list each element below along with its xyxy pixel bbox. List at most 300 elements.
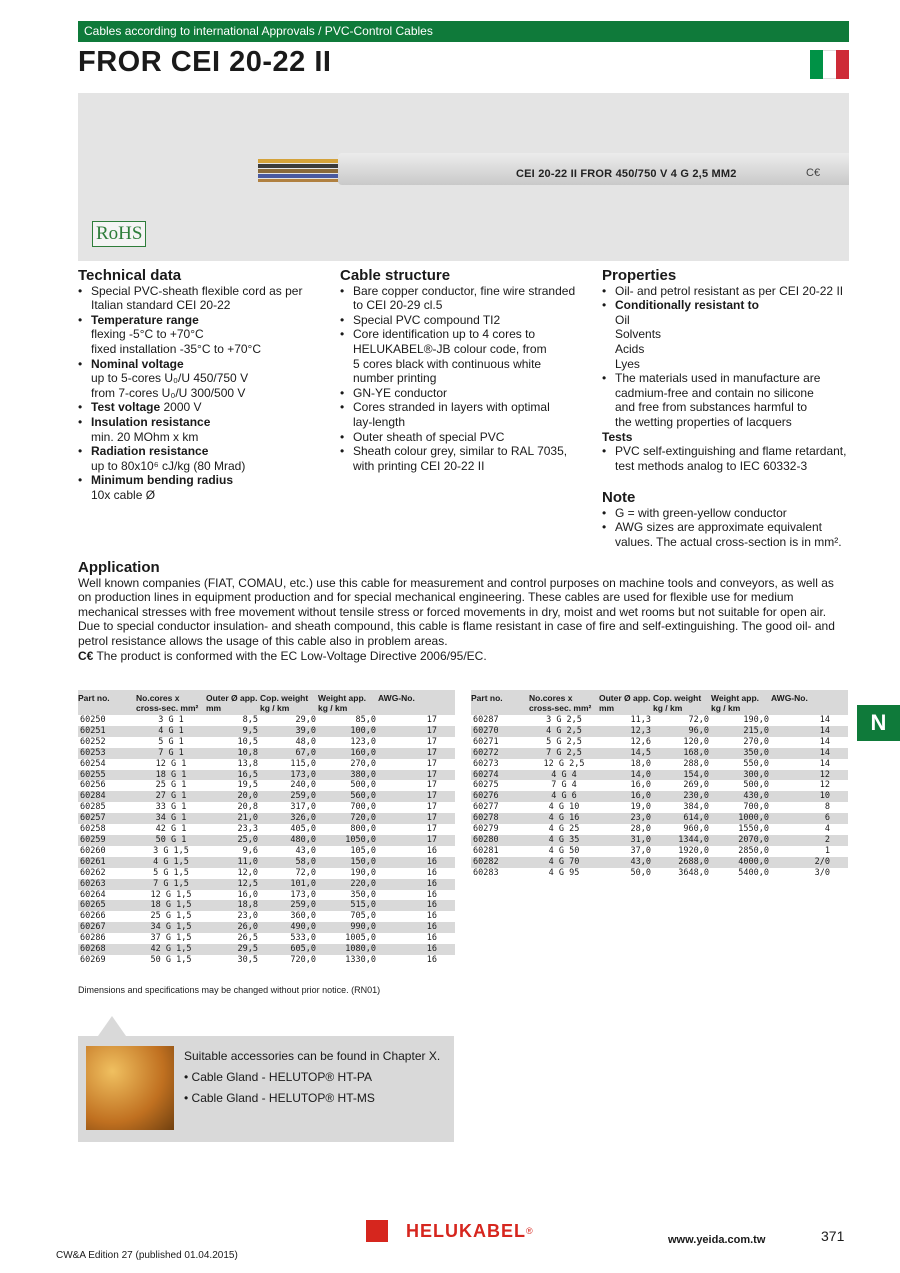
cell-part-no: 60250 — [80, 715, 106, 725]
nominal-voltage: • Nominal voltage up to 5-cores U₀/U 450/750 V from 7-cores U₀/U 300/500 V — [78, 357, 328, 401]
footer-url[interactable]: www.yeida.com.tw — [668, 1234, 766, 1246]
table-row — [471, 846, 848, 857]
cell-outer: 23,0 — [237, 911, 258, 922]
cond-item: Lyes — [615, 356, 640, 371]
cell-awg: 14 — [819, 736, 830, 747]
cell-awg: 17 — [426, 715, 437, 725]
header-awg: AWG-No. — [378, 693, 415, 703]
cell-awg: 16 — [426, 954, 437, 965]
cell-part-no: 60252 — [80, 736, 106, 747]
cell-weight: 430,0 — [743, 791, 769, 802]
cell-weight: 160,0 — [350, 747, 376, 758]
cell-weight: 380,0 — [350, 769, 376, 780]
cell-part-no: 60259 — [80, 834, 106, 845]
cell-cop-weight: 317,0 — [290, 802, 316, 813]
ce-mark-icon: C€ — [806, 167, 821, 179]
cell-cores: 18 G 1,5 — [150, 900, 192, 911]
cell-cop-weight: 154,0 — [683, 769, 709, 780]
cell-cop-weight: 3648,0 — [678, 867, 709, 878]
cell-awg: 3/0 — [814, 867, 830, 878]
brand-name: HELUKABEL — [406, 1220, 526, 1241]
cell-weight: 700,0 — [350, 802, 376, 813]
cell-outer: 18,0 — [630, 758, 651, 769]
cell-awg: 2/0 — [814, 856, 830, 867]
cell-outer: 14,5 — [630, 747, 651, 758]
application-section — [78, 561, 850, 663]
table-row — [471, 857, 848, 868]
cell-awg: 17 — [426, 824, 437, 835]
structure-item: • Bare copper conductor, fine wire stranded to CEI 20-29 cl.5 — [340, 284, 580, 313]
table-row — [471, 813, 848, 824]
cell-part-no: 60260 — [80, 845, 106, 856]
technical-intro: • Special PVC-sheath flexible cord as per Italian standard CEI 20-22 — [78, 284, 328, 313]
cell-outer: 20,0 — [237, 791, 258, 802]
table-header-row — [78, 690, 455, 715]
cell-cores: 7 G 1 — [158, 747, 184, 758]
table-row — [78, 868, 455, 879]
cell-cores: 4 G 2,5 — [546, 725, 582, 736]
cell-outer: 19,5 — [237, 780, 258, 791]
structure-item: • GN-YE conductor — [340, 386, 580, 401]
technical-data-section — [78, 269, 328, 503]
cell-outer: 14,0 — [630, 769, 651, 780]
structure-item: • Core identification up to 4 cores to HELUKABEL®-JB colour code, from 5 cores black with continuous white number printing — [340, 327, 553, 385]
cell-cop-weight: 48,0 — [295, 736, 316, 747]
cell-outer: 23,0 — [630, 813, 651, 824]
cell-outer: 10,8 — [237, 747, 258, 758]
cell-awg: 16 — [426, 867, 437, 878]
accessories-intro: Suitable accessories can be found in Chapter X. — [184, 1049, 441, 1063]
cell-cop-weight: 614,0 — [683, 813, 709, 824]
header-part-no: Part no. — [471, 693, 503, 703]
cell-cores: 37 G 1,5 — [150, 933, 192, 944]
structure-item: • Special PVC compound TI2 — [340, 313, 580, 328]
cell-weight: 215,0 — [743, 725, 769, 736]
cell-cores: 7 G 2,5 — [546, 747, 582, 758]
table-row — [78, 911, 455, 922]
table-row — [78, 715, 455, 726]
cell-awg: 16 — [426, 856, 437, 867]
application-text: Well known companies (FIAT, COMAU, etc.) use this cable for measurement and control purposes on machine tools and conveyors, as well as on production lines in equipment production and for special mechanical engineering. These cables are used for flexible use for medium mechanical stresses with free movement without tensile stress or forced movements in dry, moist and wet rooms but not suitable for open air. Due to special conductor insulation- and sheath compound, this cable is flame resistant in case of fire and self-extinguishing. The good oil- and petrol resistance allows the usage of this cable also in problem areas. — [78, 575, 835, 648]
cell-part-no: 60286 — [80, 933, 106, 944]
cell-outer: 16,0 — [630, 791, 651, 802]
cell-awg: 17 — [426, 780, 437, 791]
accessory-link[interactable]: • Cable Gland - HELUTOP® HT-PA — [184, 1070, 372, 1084]
table-row — [471, 748, 848, 759]
cell-part-no: 60262 — [80, 867, 106, 878]
table-row — [78, 737, 455, 748]
header-outer: Outer Ø app. mm — [599, 693, 651, 713]
cell-awg: 16 — [426, 878, 437, 889]
cell-awg: 17 — [426, 802, 437, 813]
cell-awg: 16 — [426, 944, 437, 955]
table-header-row — [471, 690, 848, 715]
cell-cop-weight: 288,0 — [683, 758, 709, 769]
cell-weight: 1005,0 — [345, 933, 376, 944]
cell-part-no: 60287 — [473, 715, 499, 725]
header-cores: No.cores x cross-sec. mm² — [529, 693, 592, 713]
cell-cores: 3 G 2,5 — [546, 715, 582, 725]
cell-part-no: 60261 — [80, 856, 106, 867]
cell-weight: 105,0 — [350, 845, 376, 856]
cell-part-no: 60285 — [80, 802, 106, 813]
table-row — [471, 726, 848, 737]
cell-outer: 12,6 — [630, 736, 651, 747]
cell-weight: 2850,0 — [738, 845, 769, 856]
structure-item: • Sheath colour grey, similar to RAL 7035, with printing CEI 20-22 II — [340, 444, 580, 473]
cell-outer: 16,0 — [237, 889, 258, 900]
cell-cores: 25 G 1,5 — [150, 911, 192, 922]
cell-awg: 17 — [426, 758, 437, 769]
table-row — [78, 824, 455, 835]
cell-cop-weight: 120,0 — [683, 736, 709, 747]
cell-weight: 515,0 — [350, 900, 376, 911]
table-row — [78, 846, 455, 857]
cell-outer: 31,0 — [630, 834, 651, 845]
header-cores: No.cores x cross-sec. mm² — [136, 693, 199, 713]
table-row — [471, 802, 848, 813]
cell-awg: 14 — [819, 715, 830, 725]
cell-awg: 16 — [426, 845, 437, 856]
cell-awg: 17 — [426, 736, 437, 747]
cell-weight: 5400,0 — [738, 867, 769, 878]
table-row — [78, 748, 455, 759]
cell-cores: 42 G 1 — [155, 824, 187, 835]
cell-cop-weight: 2688,0 — [678, 856, 709, 867]
cell-awg: 16 — [426, 889, 437, 900]
table-row — [78, 922, 455, 933]
cell-outer: 11,0 — [237, 856, 258, 867]
cell-part-no: 60279 — [473, 824, 499, 835]
table-row — [78, 933, 455, 944]
cell-outer: 13,8 — [237, 758, 258, 769]
cell-weight: 270,0 — [743, 736, 769, 747]
radiation-resistance: • Radiation resistance up to 80x10⁶ cJ/kg (80 Mrad) — [78, 444, 328, 473]
cell-weight: 1080,0 — [345, 944, 376, 955]
cell-part-no: 60251 — [80, 725, 106, 736]
cell-outer: 50,0 — [630, 867, 651, 878]
cell-awg: 17 — [426, 834, 437, 845]
table-row — [78, 802, 455, 813]
cell-cop-weight: 405,0 — [290, 824, 316, 835]
cell-part-no: 60254 — [80, 758, 106, 769]
tests-item: • PVC self-extinguishing and flame retardant, test methods analog to IEC 60332-3 — [602, 444, 847, 473]
cell-cop-weight: 168,0 — [683, 747, 709, 758]
cell-cop-weight: 230,0 — [683, 791, 709, 802]
cell-cop-weight: 1344,0 — [678, 834, 709, 845]
table-row — [471, 759, 848, 770]
cell-weight: 1050,0 — [345, 834, 376, 845]
note-heading: Note — [602, 489, 636, 506]
cell-part-no: 60269 — [80, 954, 106, 965]
cell-cop-weight: 720,0 — [290, 954, 316, 965]
insulation-resistance: • Insulation resistance min. 20 MOhm x km — [78, 415, 328, 444]
table-row — [471, 770, 848, 781]
cell-part-no: 60267 — [80, 922, 106, 933]
cell-awg: 14 — [819, 747, 830, 758]
chapter-tab[interactable]: N — [857, 705, 900, 741]
cell-cores: 3 G 1 — [158, 715, 184, 725]
cell-weight: 85,0 — [355, 715, 376, 725]
cell-weight: 800,0 — [350, 824, 376, 835]
cell-cores: 12 G 2,5 — [543, 758, 585, 769]
cell-outer: 11,3 — [630, 715, 651, 725]
cell-cop-weight: 29,0 — [295, 715, 316, 725]
cell-outer: 12,5 — [237, 878, 258, 889]
property-conditional: • Conditionally resistant to — [602, 298, 847, 313]
cell-awg: 14 — [819, 725, 830, 736]
cell-outer: 8,5 — [242, 715, 258, 725]
accessory-link[interactable]: • Cable Gland - HELUTOP® HT-MS — [184, 1091, 375, 1105]
cell-cop-weight: 384,0 — [683, 802, 709, 813]
table-row — [471, 791, 848, 802]
cell-cores: 4 G 95 — [548, 867, 580, 878]
cell-weight: 560,0 — [350, 791, 376, 802]
cell-weight: 2070,0 — [738, 834, 769, 845]
cell-part-no: 60265 — [80, 900, 106, 911]
table-row — [471, 835, 848, 846]
table-row — [78, 780, 455, 791]
note-item: • G = with green-yellow conductor — [602, 506, 847, 521]
cell-outer: 16,5 — [237, 769, 258, 780]
note-item: • AWG sizes are approximate equivalent values. The actual cross-section is in mm². — [602, 520, 847, 549]
cell-weight: 1000,0 — [738, 813, 769, 824]
cell-cop-weight: 58,0 — [295, 856, 316, 867]
cable-structure-heading: Cable structure — [340, 267, 451, 284]
cell-weight: 190,0 — [350, 867, 376, 878]
accessories-box — [78, 1036, 454, 1142]
cell-cores: 5 G 1 — [158, 736, 184, 747]
cell-outer: 37,0 — [630, 845, 651, 856]
cell-outer: 28,0 — [630, 824, 651, 835]
cell-awg: 12 — [819, 769, 830, 780]
cell-cop-weight: 490,0 — [290, 922, 316, 933]
property-item: • The materials used in manufacture are cadmium-free and contain no silicone and free from substances harmful to the wetting properties of lacquers — [602, 371, 825, 429]
cell-cores: 50 G 1,5 — [150, 954, 192, 965]
cell-part-no: 60266 — [80, 911, 106, 922]
cell-part-no: 60284 — [80, 791, 106, 802]
cell-outer: 19,0 — [630, 802, 651, 813]
cell-part-no: 60255 — [80, 769, 106, 780]
cell-cores: 12 G 1 — [155, 758, 187, 769]
cell-cores: 5 G 1,5 — [153, 867, 189, 878]
page-title: FROR CEI 20-22 II — [78, 46, 332, 78]
cell-cop-weight: 72,0 — [295, 867, 316, 878]
parts-table-left — [78, 690, 455, 966]
cell-awg: 2 — [824, 834, 830, 845]
cell-cores: 4 G 10 — [548, 802, 580, 813]
cell-cores: 42 G 1,5 — [150, 944, 192, 955]
note-section — [602, 491, 847, 549]
table-row — [471, 824, 848, 835]
cell-weight: 123,0 — [350, 736, 376, 747]
edition-note: CW&A Edition 27 (published 01.04.2015) — [56, 1250, 238, 1261]
cell-weight: 300,0 — [743, 769, 769, 780]
cell-cores: 50 G 1 — [155, 834, 187, 845]
cell-outer: 18,8 — [237, 900, 258, 911]
cell-awg: 17 — [426, 725, 437, 736]
cell-outer: 21,0 — [237, 813, 258, 824]
cable-gland-image — [86, 1046, 174, 1130]
cell-cop-weight: 326,0 — [290, 813, 316, 824]
cell-awg: 14 — [819, 758, 830, 769]
cell-part-no: 60281 — [473, 845, 499, 856]
cell-awg: 1 — [824, 845, 830, 856]
cell-outer: 29,5 — [237, 944, 258, 955]
cell-part-no: 60272 — [473, 747, 499, 758]
cell-weight: 700,0 — [743, 802, 769, 813]
cell-part-no: 60257 — [80, 813, 106, 824]
cell-cop-weight: 115,0 — [290, 758, 316, 769]
cell-weight: 1550,0 — [738, 824, 769, 835]
cell-cop-weight: 1920,0 — [678, 845, 709, 856]
cell-part-no: 60264 — [80, 889, 106, 900]
cell-cop-weight: 360,0 — [290, 911, 316, 922]
structure-item: • Outer sheath of special PVC — [340, 430, 580, 445]
temperature-range: • Temperature range flexing -5°C to +70°C fixed installation -35°C to +70°C — [78, 313, 328, 357]
cell-cores: 4 G 16 — [548, 813, 580, 824]
helukabel-logo-icon — [366, 1220, 388, 1242]
cell-awg: 16 — [426, 911, 437, 922]
cell-cores: 4 G 1 — [158, 725, 184, 736]
cell-outer: 26,5 — [237, 933, 258, 944]
cell-cores: 7 G 1,5 — [153, 878, 189, 889]
properties-heading: Properties — [602, 267, 677, 284]
cell-awg: 8 — [824, 802, 830, 813]
cell-awg: 17 — [426, 769, 437, 780]
cable-print-text: CEI 20-22 II FROR 450/750 V 4 G 2,5 MM2 — [516, 168, 737, 180]
cell-outer: 12,0 — [237, 867, 258, 878]
table-row — [78, 857, 455, 868]
cell-cores: 4 G 25 — [548, 824, 580, 835]
cell-cores: 7 G 4 — [551, 780, 577, 791]
cable-structure-section — [340, 269, 580, 473]
cell-weight: 100,0 — [350, 725, 376, 736]
italy-flag-icon — [810, 50, 849, 79]
header-weight: Weight app. kg / km — [711, 693, 760, 713]
cell-awg: 4 — [824, 824, 830, 835]
table-row — [471, 868, 848, 879]
cell-outer: 25,0 — [237, 834, 258, 845]
helukabel-logo: HELUKABEL ® — [366, 1220, 533, 1242]
cell-weight: 4000,0 — [738, 856, 769, 867]
cell-cores: 12 G 1,5 — [150, 889, 192, 900]
cell-part-no: 60278 — [473, 813, 499, 824]
table-row — [78, 879, 455, 890]
cell-cop-weight: 39,0 — [295, 725, 316, 736]
cell-part-no: 60283 — [473, 867, 499, 878]
header-weight: Weight app. kg / km — [318, 693, 367, 713]
cell-outer: 10,5 — [237, 736, 258, 747]
cell-weight: 990,0 — [350, 922, 376, 933]
cell-cores: 3 G 1,5 — [153, 845, 189, 856]
cell-weight: 190,0 — [743, 715, 769, 725]
cell-awg: 16 — [426, 900, 437, 911]
cell-cores: 4 G 4 — [551, 769, 577, 780]
cell-weight: 705,0 — [350, 911, 376, 922]
cell-weight: 720,0 — [350, 813, 376, 824]
cell-part-no: 60253 — [80, 747, 106, 758]
bending-radius: • Minimum bending radius 10x cable Ø — [78, 473, 328, 502]
cell-part-no: 60268 — [80, 944, 106, 955]
header-cop-weight: Cop. weight kg / km — [653, 693, 702, 713]
cell-outer: 43,0 — [630, 856, 651, 867]
cell-part-no: 60277 — [473, 802, 499, 813]
cell-cores: 27 G 1 — [155, 791, 187, 802]
table-row — [78, 835, 455, 846]
cell-weight: 350,0 — [743, 747, 769, 758]
cell-cores: 4 G 6 — [551, 791, 577, 802]
cell-cop-weight: 43,0 — [295, 845, 316, 856]
cell-weight: 500,0 — [350, 780, 376, 791]
table-row — [78, 900, 455, 911]
callout-pointer — [98, 1016, 126, 1036]
cell-cores: 18 G 1 — [155, 769, 187, 780]
table-row — [471, 715, 848, 726]
tests-heading: Tests — [602, 429, 633, 444]
header-part-no: Part no. — [78, 693, 110, 703]
cell-cores: 4 G 1,5 — [153, 856, 189, 867]
cell-weight: 350,0 — [350, 889, 376, 900]
cell-part-no: 60274 — [473, 769, 499, 780]
cell-part-no: 60270 — [473, 725, 499, 736]
cell-weight: 550,0 — [743, 758, 769, 769]
cell-cop-weight: 533,0 — [290, 933, 316, 944]
table-row — [78, 726, 455, 737]
cell-part-no: 60271 — [473, 736, 499, 747]
product-photo — [78, 93, 849, 261]
cell-cores: 33 G 1 — [155, 802, 187, 813]
ce-conformity: C€ The product is conformed with the EC Low-Voltage Directive 2006/95/EC. — [78, 648, 487, 663]
cell-cop-weight: 240,0 — [290, 780, 316, 791]
cell-cores: 4 G 35 — [548, 834, 580, 845]
cell-part-no: 60256 — [80, 780, 106, 791]
cell-awg: 10 — [819, 791, 830, 802]
cell-cop-weight: 269,0 — [683, 780, 709, 791]
cell-part-no: 60275 — [473, 780, 499, 791]
cell-cop-weight: 72,0 — [688, 715, 709, 725]
cell-weight: 150,0 — [350, 856, 376, 867]
cell-weight: 1330,0 — [345, 954, 376, 965]
cell-cop-weight: 259,0 — [290, 791, 316, 802]
cell-cop-weight: 67,0 — [295, 747, 316, 758]
table-row — [78, 791, 455, 802]
cell-outer: 26,0 — [237, 922, 258, 933]
technical-data-heading: Technical data — [78, 267, 182, 284]
table-row — [78, 813, 455, 824]
cell-part-no: 60276 — [473, 791, 499, 802]
cond-item: Acids — [615, 341, 645, 356]
header-cop-weight: Cop. weight kg / km — [260, 693, 309, 713]
category-bar: Cables according to international Approvals / PVC-Control Cables — [78, 21, 849, 42]
table-row — [471, 780, 848, 791]
cell-outer: 30,5 — [237, 954, 258, 965]
cell-awg: 17 — [426, 813, 437, 824]
cell-cop-weight: 101,0 — [290, 878, 316, 889]
cond-item: Solvents — [615, 327, 662, 342]
cell-outer: 9,6 — [242, 845, 258, 856]
cell-awg: 6 — [824, 813, 830, 824]
table-row — [78, 890, 455, 901]
cell-cores: 34 G 1,5 — [150, 922, 192, 933]
cell-awg: 17 — [426, 747, 437, 758]
property-item: • Oil- and petrol resistant as per CEI 20-22 II — [602, 284, 847, 299]
header-awg: AWG-No. — [771, 693, 808, 703]
rohs-badge: RoHS — [92, 221, 146, 247]
cell-outer: 20,8 — [237, 802, 258, 813]
cond-item: Oil — [615, 312, 630, 327]
cell-part-no: 60280 — [473, 834, 499, 845]
